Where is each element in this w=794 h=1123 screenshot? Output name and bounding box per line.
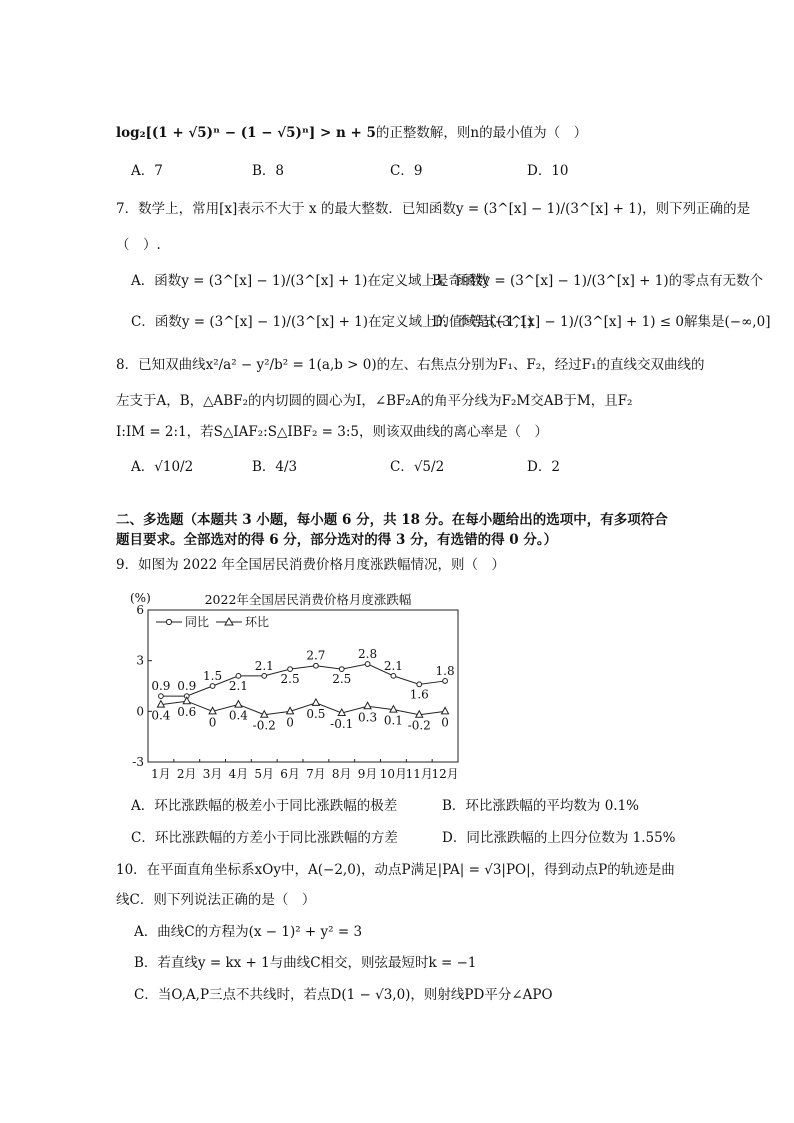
- data-label: 0.6: [177, 705, 197, 720]
- q6-option-c[interactable]: C．9: [390, 163, 423, 179]
- q8-line3: I:IM = 2:1，若S△IAF₂:S△IBF₂ = 3:5，则该双曲线的离心率是（ ）: [116, 424, 548, 440]
- q8-option-c[interactable]: C．√5/2: [390, 459, 445, 475]
- x-tick-label: 7月: [306, 767, 326, 781]
- x-tick-label: 3月: [202, 767, 223, 781]
- data-label: 2.5: [280, 672, 300, 687]
- data-point-yoy: [417, 682, 422, 687]
- data-point-yoy: [339, 667, 344, 672]
- q10-line2: 线C．则下列说法正确的是（ ）: [116, 892, 316, 908]
- data-label: 0.5: [306, 706, 326, 721]
- data-label: -0.2: [252, 718, 276, 733]
- x-tick-label: 6月: [280, 767, 300, 781]
- data-point-mom: [442, 707, 449, 714]
- data-label: 2.1: [228, 678, 248, 693]
- data-label: 2.8: [358, 647, 378, 662]
- data-point-yoy: [159, 694, 164, 699]
- q7-paren: （ ）.: [116, 237, 161, 253]
- chart-legend: [156, 615, 269, 629]
- data-point-yoy: [314, 663, 319, 668]
- q7-option-b[interactable]: B．函数y = (3^[x] − 1)/(3^[x] + 1)的零点有无数个: [432, 273, 764, 289]
- data-label: 0: [441, 715, 449, 730]
- data-label: 0.9: [177, 679, 197, 694]
- q9-option-a[interactable]: A．环比涨跌幅的极差小于同比涨跌幅的极差: [131, 798, 398, 814]
- q6-inequality: log₂[(1 + √5)ⁿ − (1 − √5)ⁿ] > n + 5: [116, 125, 376, 141]
- q8-line1: 8．已知双曲线x²/a² − y²/b² = 1(a,b > 0)的左、右焦点分别为F₁、F₂，经过F₁的直线交双曲线的: [116, 357, 705, 373]
- data-point-mom: [183, 697, 190, 704]
- legend-series-1: 同比: [185, 615, 210, 629]
- section2-heading-line1: 二、多选题（本题共 3 小题，每小题 6 分，共 18 分。在每小题给出的选项中，有多项符合: [116, 512, 668, 528]
- data-point-yoy: [210, 684, 215, 689]
- data-point-mom: [235, 701, 242, 708]
- data-label: 0: [208, 715, 217, 730]
- q6-option-a[interactable]: A．7: [131, 163, 163, 179]
- q7-stem: 7．数学上，常用[x]表示不大于 x 的最大整数．已知函数y = (3^[x] − 1)/(3^[x] + 1)，则下列正确的是: [116, 201, 751, 217]
- x-tick-label: 2月: [176, 767, 197, 781]
- q6-option-b[interactable]: B．8: [252, 163, 285, 179]
- q6-text: 的正整数解，则n的最小值为（ ）: [375, 125, 588, 141]
- legend-series-2: 环比: [245, 615, 270, 629]
- data-point-yoy: [262, 673, 267, 678]
- data-label: -0.2: [407, 718, 431, 733]
- q6-option-d[interactable]: D．10: [527, 163, 569, 179]
- data-label: 0.1: [383, 713, 403, 728]
- q10-line1: 10．在平面直角坐标系xOy中，A(−2,0)，动点P满足|PA| = √3|PO|，得到动点P的轨迹是曲: [116, 862, 675, 878]
- y-tick-label: -3: [132, 755, 144, 769]
- data-label: 2.5: [332, 672, 352, 687]
- data-point-mom: [364, 702, 371, 709]
- y-tick-label: 0: [136, 704, 144, 719]
- q6-expression: [116, 124, 587, 142]
- data-point-yoy: [365, 662, 370, 667]
- x-tick-label: 12月: [431, 767, 459, 781]
- data-point-yoy: [391, 673, 396, 678]
- x-tick-label: 10月: [379, 767, 408, 781]
- data-label: 0: [286, 715, 294, 730]
- q9-stem: 9．如图为 2022 年全国居民消费价格月度涨跌幅情况，则（ ）: [116, 557, 506, 573]
- q10-option-c[interactable]: C．当O,A,P三点不共线时，若点D(1 − √3,0)，则射线PD平分∠APO: [134, 987, 553, 1003]
- q8-line2: 左支于A，B，△ABF₂的内切圆的圆心为I，∠BF₂A的角平分线为F₂M交AB于M，且F₂: [116, 393, 633, 409]
- q10-option-b[interactable]: B．若直线y = kx + 1与曲线C相交，则弦最短时k = −1: [134, 955, 477, 971]
- q8-option-d[interactable]: D．2: [527, 459, 560, 475]
- data-label: 2.7: [306, 648, 326, 663]
- cpi-line-chart: [118, 588, 468, 788]
- q8-option-a[interactable]: A．√10/2: [131, 459, 194, 475]
- y-tick-label: 3: [136, 653, 144, 668]
- legend-circle-marker: [166, 619, 171, 624]
- q9-option-b[interactable]: B．环比涨跌幅的平均数为 0.1%: [442, 798, 640, 814]
- q7-option-d[interactable]: D．不等式(3^[x] − 1)/(3^[x] + 1) ≤ 0解集是(−∞,0]: [432, 314, 771, 330]
- q8-option-b[interactable]: B．4/3: [252, 459, 298, 475]
- data-label: 2.1: [254, 658, 274, 673]
- data-label: -0.1: [330, 717, 354, 732]
- data-label: 0.4: [228, 708, 248, 723]
- data-label: 1.6: [409, 687, 429, 702]
- chart-ylabel: (%): [130, 591, 151, 605]
- q9-option-d[interactable]: D．同比涨跌幅的上四分位数为 1.55%: [442, 830, 676, 846]
- data-point-yoy: [236, 673, 241, 678]
- x-tick-label: 1月: [151, 767, 171, 781]
- section2-heading-line2: 题目要求。全部选对的得 6 分，部分选对的得 3 分，有选错的得 0 分。）: [116, 532, 558, 548]
- data-point-yoy: [443, 679, 448, 684]
- data-label: 1.8: [435, 663, 455, 678]
- data-label: 0.9: [151, 679, 171, 694]
- q9-option-c[interactable]: C．环比涨跌幅的方差小于同比涨跌幅的方差: [131, 830, 398, 846]
- x-tick-label: 4月: [228, 767, 249, 781]
- x-tick-label: 5月: [254, 767, 275, 781]
- chart-series: [151, 647, 454, 733]
- x-tick-label: 8月: [331, 767, 352, 781]
- q7-option-a[interactable]: A．函数y = (3^[x] − 1)/(3^[x] + 1)在定义域上是奇函数: [131, 273, 489, 289]
- chart-title: 2022年全国居民消费价格月度涨跌幅: [204, 592, 412, 607]
- data-label: 0.4: [151, 708, 171, 723]
- data-label: 2.1: [383, 658, 403, 673]
- y-tick-label: 6: [136, 603, 144, 617]
- data-label: 1.5: [203, 669, 223, 683]
- x-tick-label: 9月: [357, 767, 378, 781]
- data-point-yoy: [288, 667, 293, 672]
- q10-option-a[interactable]: A．曲线C的方程为(x − 1)² + y² = 3: [134, 924, 363, 940]
- data-label: 0.3: [358, 710, 378, 725]
- q7-option-c[interactable]: C．函数y = (3^[x] − 1)/(3^[x] + 1)在定义域上的值域是(−1,1): [131, 314, 533, 330]
- x-tick-label: 11月: [405, 767, 433, 781]
- chart-y-axis: [132, 603, 152, 769]
- data-point-mom: [312, 699, 319, 706]
